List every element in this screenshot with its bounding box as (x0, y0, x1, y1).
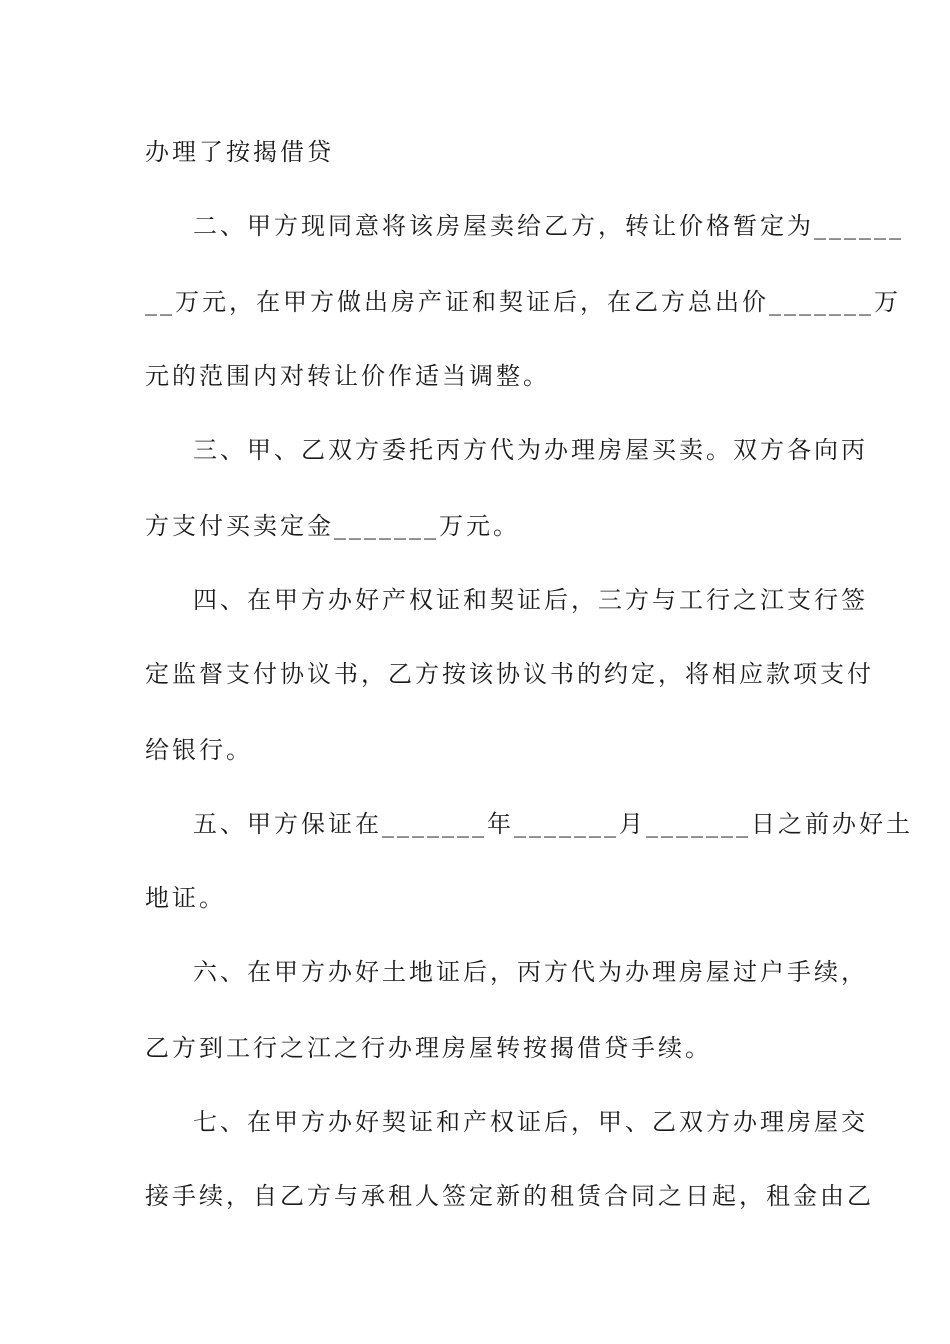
clause-3-line-1: 三、甲、乙双方委托丙方代为办理房屋买卖。双方各向丙 (193, 436, 868, 464)
clause-4-line-1: 四、在甲方办好产权证和契证后，三方与工行之江支行签 (193, 586, 868, 614)
clause-5-line-2: 地证。 (145, 884, 226, 912)
clause-5-line-1: 五、甲方保证在_______年_______月_______日之前办好土 (193, 810, 913, 838)
clause-6-line-2: 乙方到工行之江之行办理房屋转按揭借贷手续。 (145, 1034, 712, 1062)
clause-2-line-1: 二、甲方现同意将该房屋卖给乙方，转让价格暂定为______ (193, 212, 904, 240)
clause-6-line-1: 六、在甲方办好土地证后，丙方代为办理房屋过户手续， (193, 958, 868, 986)
clause-3-line-2: 方支付买卖定金_______万元。 (145, 512, 520, 540)
clause-4-line-2: 定监督支付协议书，乙方按该协议书的约定，将相应款项支付 (145, 660, 874, 688)
clause-4-line-3: 给银行。 (145, 736, 253, 764)
clause-7-line-1: 七、在甲方办好契证和产权证后，甲、乙双方办理房屋交 (193, 1108, 868, 1136)
clause-7-line-2: 接手续，自乙方与承租人签定新的租赁合同之日起，租金由乙 (145, 1182, 874, 1210)
clause-2-line-2: __万元，在甲方做出房产证和契证后，在乙方总出价_______万 (145, 288, 901, 316)
clause-2-line-3: 元的范围内对转让价作适当调整。 (145, 362, 550, 390)
text-line: 办理了按揭借贷 (145, 138, 334, 166)
